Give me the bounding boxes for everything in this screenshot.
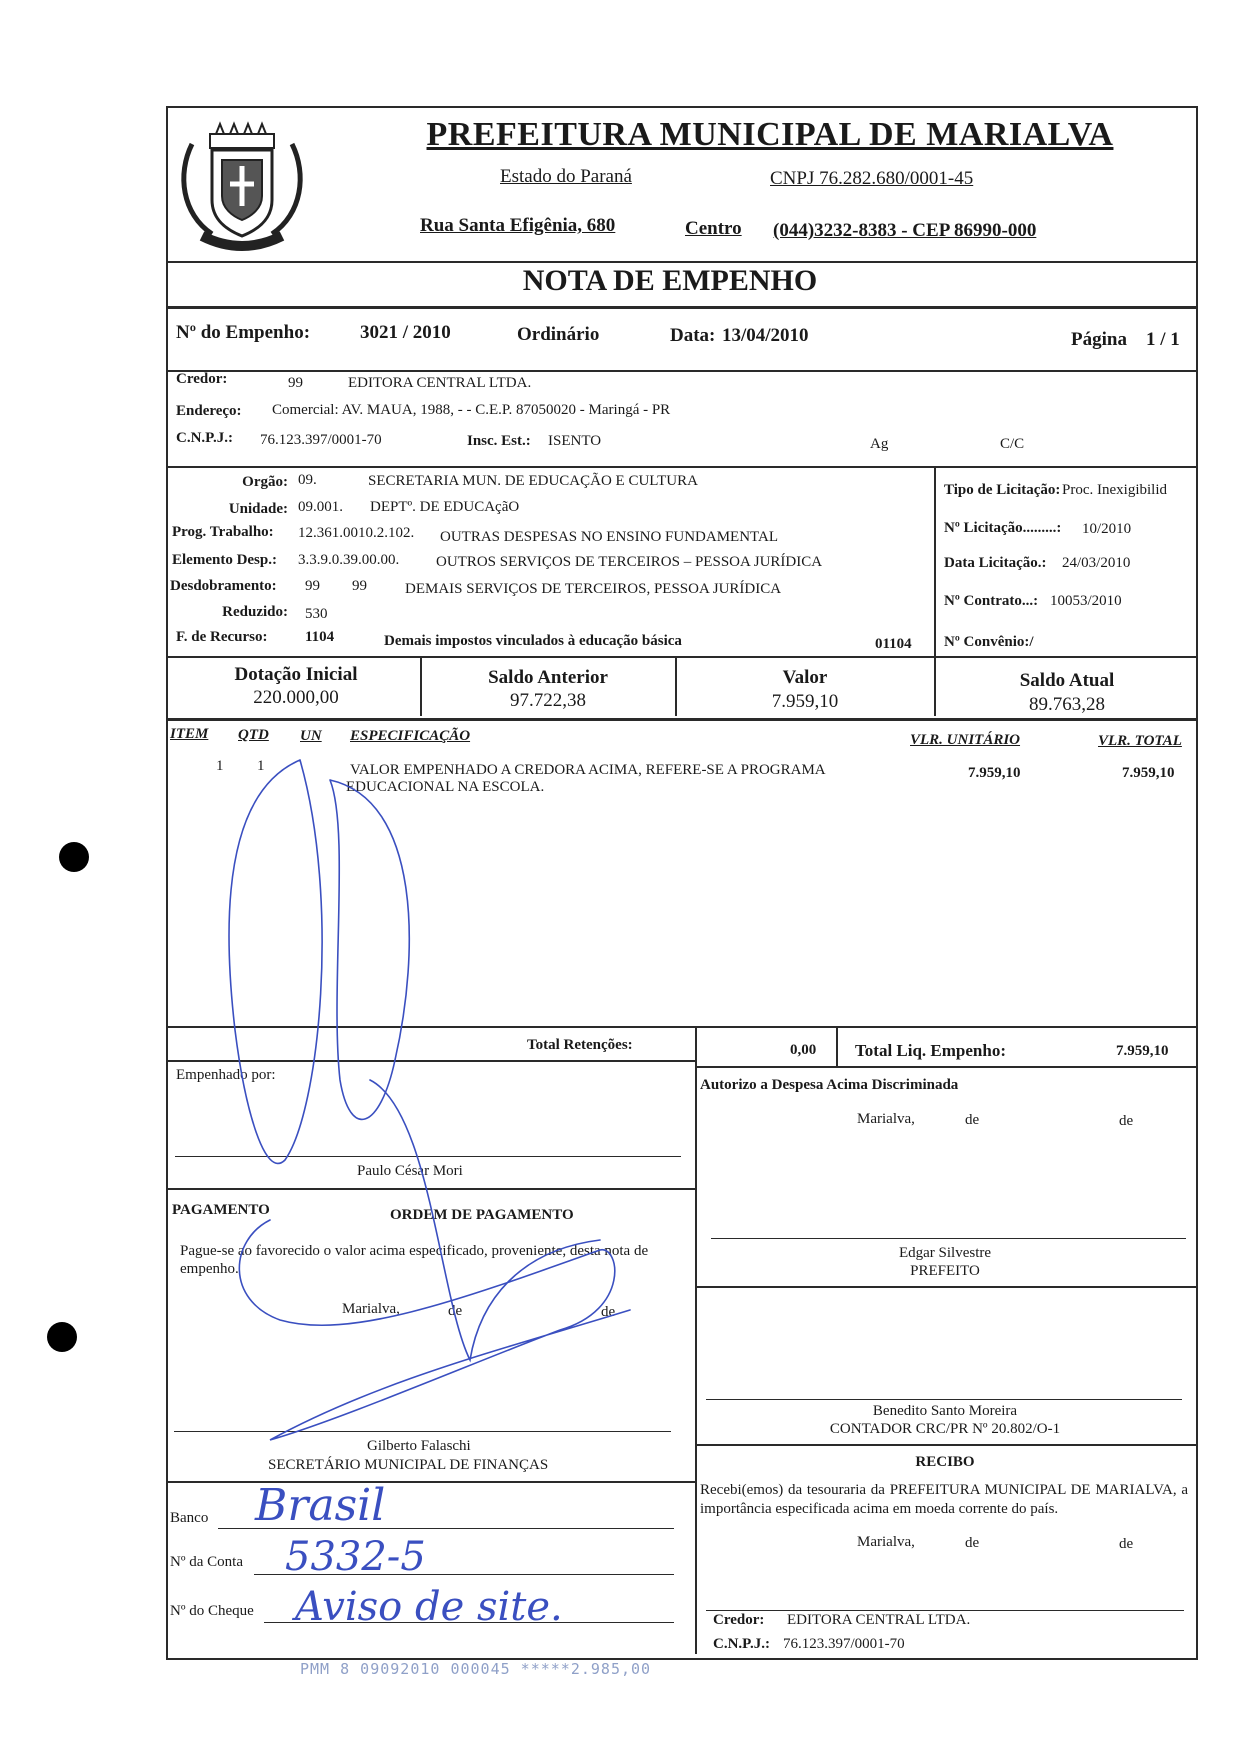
elemento-label: Elemento Desp.: (172, 552, 277, 568)
elemento-name: OUTROS SERVIÇOS DE TERCEIROS – PESSOA JURÍDICA (436, 554, 823, 570)
contrato-value: 10053/2010 (1050, 593, 1122, 609)
creditor-cnpj: 76.123.397/0001-70 (260, 432, 382, 448)
recurso-label: F. de Recurso: (176, 629, 268, 645)
elemento-code: 3.3.9.0.39.00.00. (298, 552, 400, 568)
empenho-date: 13/04/2010 (722, 325, 809, 346)
dotacao-label: Dotação Inicial (234, 664, 358, 685)
recurso-name: Demais impostos vinculados à educação básica (384, 633, 682, 649)
cheque-label: Nº do Cheque (170, 1603, 254, 1619)
total-col-header: VLR. TOTAL (1098, 733, 1182, 749)
retencoes-value: 0,00 (790, 1042, 817, 1058)
recibo-de-1: de (965, 1535, 980, 1551)
desdob-code1: 99 (305, 578, 320, 594)
saldo-anterior-value: 97.722,38 (510, 690, 586, 711)
un-col-header: UN (300, 728, 322, 744)
prefeito-title: PREFEITO (910, 1263, 980, 1279)
pagamento-label: PAGAMENTO (172, 1202, 270, 1218)
conta-line (254, 1574, 674, 1575)
cheque-handwriting: Aviso de site. (295, 1584, 563, 1630)
conta-label: Nº da Conta (170, 1554, 243, 1570)
unit-col-header: VLR. UNITÁRIO (910, 732, 1021, 748)
empenhado-name: Paulo César Mori (357, 1163, 463, 1179)
secretario-name: Gilberto Falaschi (367, 1438, 471, 1454)
licitacao-tipo-label: Tipo de Licitação: (944, 482, 1061, 498)
banco-handwriting: Brasil (255, 1480, 386, 1531)
autorizo-de-2: de (1119, 1113, 1134, 1129)
qtd-col-header: QTD (238, 727, 269, 743)
desdob-label: Desdobramento: (170, 578, 277, 594)
agency-label: Ag (870, 436, 889, 452)
contador-title: CONTADOR CRC/PR Nº 20.802/O-1 (829, 1421, 1061, 1437)
licitacao-tipo: Proc. Inexigibilid (1062, 482, 1167, 498)
desdob-name: DEMAIS SERVIÇOS DE TERCEIROS, PESSOA JURÍDICA (405, 581, 782, 597)
reduzido-label: Reduzido: (222, 604, 288, 620)
saldo-atual-value: 89.763,28 (1029, 694, 1105, 715)
liquido-label: Total Liq. Empenho: (855, 1041, 1006, 1060)
municipal-crest-icon (172, 104, 312, 254)
orgao-code: 09. (298, 472, 317, 488)
document-title: NOTA DE EMPENHO (522, 264, 818, 297)
licitacao-data: 24/03/2010 (1062, 555, 1131, 571)
empenhado-label: Empenhado por: (176, 1067, 276, 1083)
recibo-de-2: de (1119, 1536, 1134, 1552)
cheque-line (264, 1622, 674, 1623)
empenho-number-label: Nº do Empenho: (176, 322, 311, 343)
creditor-address: Comercial: AV. MAUA, 1988, - - C.E.P. 87050020 - Maringá - PR (272, 402, 671, 418)
saldo-atual-label: Saldo Atual (1019, 670, 1115, 691)
orgao-label: Orgão: (242, 474, 288, 490)
punch-hole-bottom (47, 1322, 77, 1352)
state-label: Estado do Paraná (500, 166, 632, 187)
unidade-name: DEPTº. DE EDUCAçãO (370, 499, 520, 515)
punch-hole-top (59, 842, 89, 872)
item-qtd: 1 (257, 758, 265, 774)
recibo-title: RECIBO (915, 1454, 975, 1470)
ordem-marialva: Marialva, (342, 1301, 400, 1317)
item-spec-line1: VALOR EMPENHADO A CREDORA ACIMA, REFERE-SE A PROGRAMA (350, 762, 826, 778)
recibo-cnpj-label: C.N.P.J.: (713, 1636, 770, 1652)
recurso-code: 1104 (305, 629, 335, 645)
licitacao-data-label: Data Licitação.: (944, 555, 1047, 571)
reduzido-value: 530 (305, 606, 328, 622)
recibo-marialva: Marialva, (857, 1534, 915, 1550)
item-total-value: 7.959,10 (1122, 765, 1175, 781)
orgao-name: SECRETARIA MUN. DE EDUCAÇÃO E CULTURA (368, 473, 698, 489)
desdob-code2: 99 (352, 578, 367, 594)
prog-name: OUTRAS DESPESAS NO ENSINO FUNDAMENTAL (440, 529, 778, 545)
ordem-de-2: de (601, 1304, 616, 1320)
creditor-cnpj-label: C.N.P.J.: (176, 430, 233, 446)
recurso-extra: 01104 (875, 636, 912, 652)
cnpj-label: CNPJ 76.282.680/0001-45 (770, 168, 974, 189)
retencoes-label: Total Retenções: (527, 1037, 633, 1053)
creditor-label: Credor: (176, 371, 228, 387)
ordem-label: ORDEM DE PAGAMENTO (390, 1207, 574, 1223)
account-label: C/C (1000, 436, 1025, 452)
phone-cep-label: (044)3232-8383 - CEP 86990-000 (773, 220, 1037, 241)
address-field-label: Endereço: (176, 403, 242, 419)
empenho-type: Ordinário (517, 324, 600, 345)
ordem-de-1: de (448, 1303, 463, 1319)
autorizo-de-1: de (965, 1112, 980, 1128)
empenho-date-label: Data: (670, 325, 716, 346)
creditor-ie-label: Insc. Est.: (467, 433, 531, 449)
contrato-label: Nº Contrato...: (944, 593, 1039, 609)
convenio-label: Nº Convênio:/ (944, 634, 1034, 650)
item-spec-line2: EDUCACIONAL NA ESCOLA. (346, 779, 545, 795)
item-unit-value: 7.959,10 (968, 765, 1021, 781)
contador-name: Benedito Santo Moreira (872, 1403, 1018, 1419)
recibo-cnpj: 76.123.397/0001-70 (783, 1636, 905, 1652)
page-label: Página (1071, 329, 1127, 350)
unidade-label: Unidade: (228, 501, 288, 517)
prefeito-name: Edgar Silvestre (898, 1245, 992, 1261)
unidade-code: 09.001. (298, 499, 343, 515)
address-label: Rua Santa Efigênia, 680 (420, 215, 616, 236)
saldo-anterior-label: Saldo Anterior (488, 667, 608, 688)
creditor-ie: ISENTO (548, 433, 602, 449)
banco-label: Banco (170, 1510, 209, 1526)
item-number: 1 (216, 758, 224, 774)
spec-col-header: ESPECIFICAÇÃO (350, 728, 471, 744)
licitacao-numero-label: Nº Licitação.........: (944, 520, 1062, 536)
secretario-title: SECRETÁRIO MUNICIPAL DE FINANÇAS (268, 1457, 549, 1473)
prog-label: Prog. Trabalho: (172, 524, 274, 540)
banco-line (218, 1528, 674, 1529)
valor-value: 7.959,10 (771, 691, 839, 712)
item-col-header: ITEM (170, 726, 209, 742)
conta-handwriting: 5332-5 (285, 1534, 426, 1580)
pagamento-text: Pague-se ao favorecido o valor acima especificado, proveniente, desta nota de empenho. (180, 1243, 649, 1277)
licitacao-numero: 10/2010 (1082, 521, 1132, 537)
recibo-credor-label: Credor: (713, 1612, 765, 1628)
municipality-title: PREFEITURA MUNICIPAL DE MARIALVA (426, 116, 1114, 153)
processing-stamp: PMM 8 09092010 000045 *****2.985,00 (300, 1660, 652, 1678)
page-number: 1 / 1 (1146, 329, 1180, 350)
recibo-credor: EDITORA CENTRAL LTDA. (787, 1612, 971, 1628)
creditor-code: 99 (288, 375, 303, 391)
autorizo-label: Autorizo a Despesa Acima Discriminada (700, 1077, 959, 1093)
district-label: Centro (685, 218, 742, 239)
autorizo-marialva: Marialva, (857, 1111, 915, 1127)
prog-code: 12.361.0010.2.102. (298, 525, 415, 541)
empenho-number: 3021 / 2010 (360, 322, 451, 343)
dotacao-value: 220.000,00 (253, 687, 339, 708)
liquido-value: 7.959,10 (1116, 1043, 1169, 1059)
creditor-name: EDITORA CENTRAL LTDA. (348, 375, 532, 391)
recibo-text: Recebi(emos) da tesouraria da PREFEITURA MUNICIPAL DE MARIALVA, a importância especificada acima em moeda corrente do país. (700, 1482, 1188, 1517)
valor-label: Valor (782, 667, 828, 688)
